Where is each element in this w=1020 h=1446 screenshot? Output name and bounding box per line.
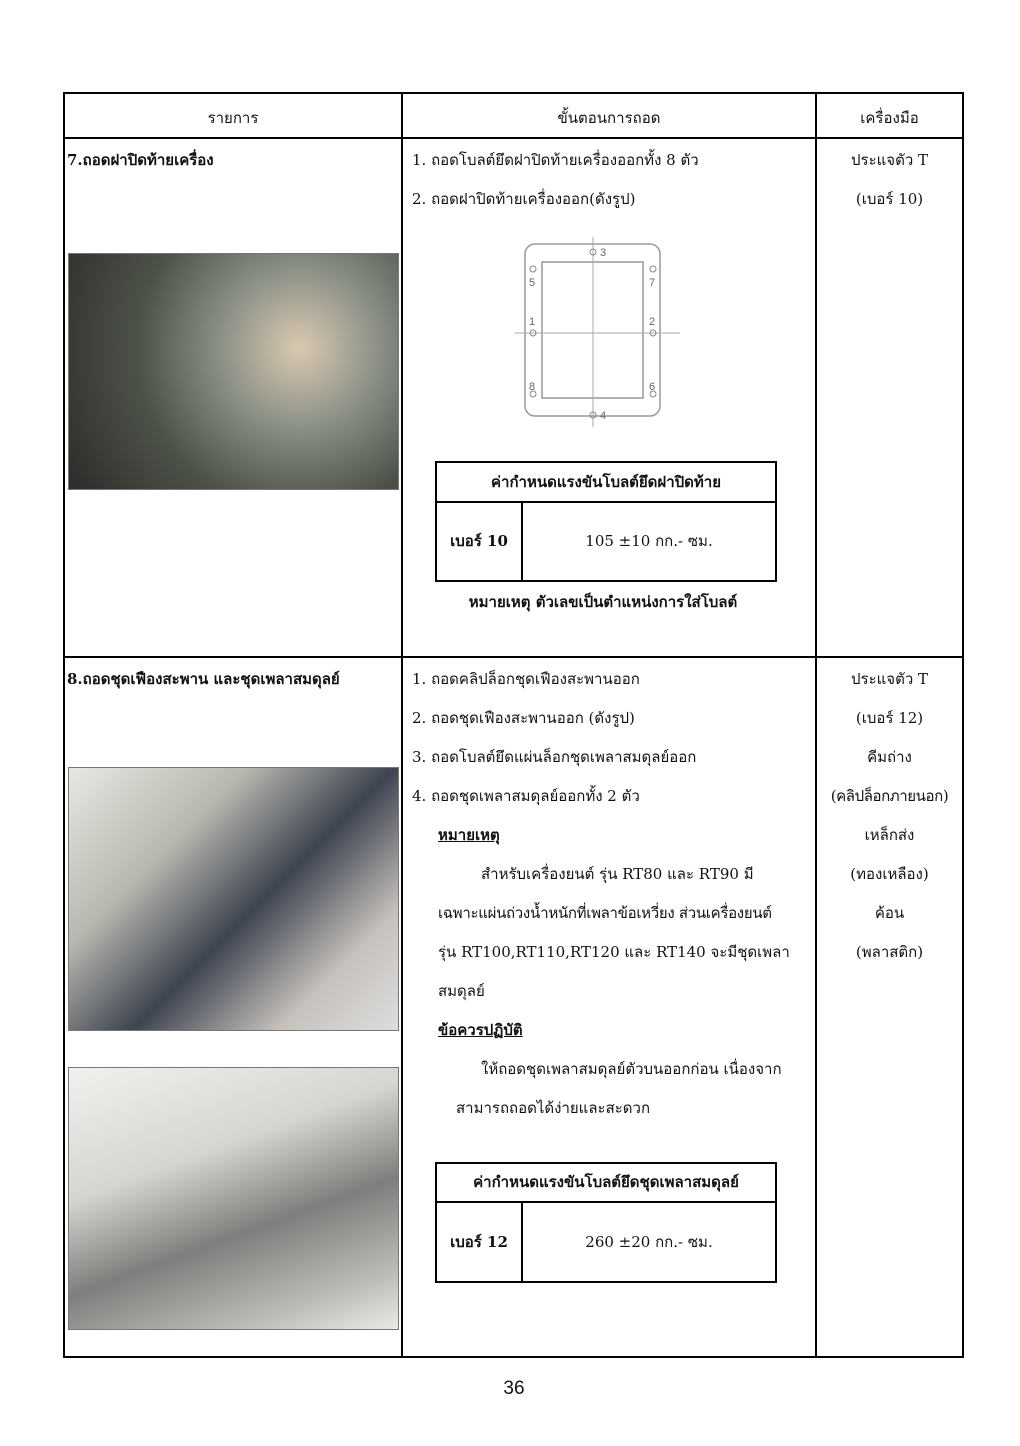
torque-wrench-size: เบอร์ 10 (437, 503, 523, 580)
tool-item: คีมถ่าง (867, 748, 912, 766)
tool-item: ประแจตัว T (850, 151, 929, 169)
row8-title: 8.ถอดชุดเฟืองสะพาน และชุดเพลาสมดุลย์ (67, 670, 340, 688)
header-tools: เครื่องมือ (860, 109, 919, 127)
row8-step: 2. ถอดชุดเฟืองสะพานออก (ดังรูป) (412, 709, 635, 727)
header-items: รายการ (207, 109, 259, 127)
row8-step: 3. ถอดโบลต์ยึดแผ่นล็อกชุดเพลาสมดุลย์ออก (412, 748, 697, 766)
caution-line: ให้ถอดชุดเพลาสมดุลย์ตัวบนออกก่อน เนื่องจาก (481, 1060, 782, 1078)
note-line: สำหรับเครื่องยนต์ รุ่น RT80 และ RT90 มี (481, 865, 754, 883)
torque-table-1 (435, 461, 777, 582)
row7-step: 1. ถอดโบลต์ยึดฝาปิดท้ายเครื่องออกทั้ง 8 ตัว (412, 151, 699, 169)
tool-item: (คลิปล็อกภายนอก) (830, 787, 949, 805)
diagram-label: 4 (600, 410, 607, 422)
table-border-bottom (63, 1356, 964, 1358)
tool-item: ประแจตัว T (850, 670, 929, 688)
balancer-shaft-removal-photo (68, 1067, 399, 1330)
caution-heading: ข้อควรปฏิบัติ (438, 1021, 523, 1039)
tool-item: (ทองเหลือง) (850, 865, 929, 883)
row7-title: 7.ถอดฝาปิดท้ายเครื่อง (67, 151, 214, 169)
tool-item: (เบอร์ 12) (855, 709, 924, 727)
row8-step: 4. ถอดชุดเพลาสมดุลย์ออกทั้ง 2 ตัว (412, 787, 640, 805)
torque-table-title: ค่ากำหนดแรงขันโบลต์ยึดชุดเพลาสมดุลย์ (437, 1164, 775, 1203)
table-border-top (63, 92, 964, 94)
note-line: เฉพาะแผ่นถ่วงน้ำหนักที่เพลาข้อเหวี่ยง ส่วนเครื่องยนต์ (438, 904, 772, 922)
page-number: 36 (503, 1378, 525, 1399)
torque-value: 105 ±10 กก.- ซม. (585, 532, 713, 550)
torque-value: 260 ±20 กก.- ซม. (585, 1233, 713, 1251)
column-divider (401, 92, 403, 1358)
diagram-label: 5 (529, 277, 536, 289)
torque-wrench-size: เบอร์ 12 (437, 1203, 523, 1281)
diagram-label: 1 (529, 316, 536, 328)
torque-table-title: ค่ากำหนดแรงขันโบลต์ยึดฝาปิดท้าย (437, 463, 775, 503)
rear-cover-removal-photo (68, 253, 399, 490)
caution-line: สามารถถอดได้ง่ายและสะดวก (456, 1099, 651, 1117)
header-steps: ขั้นตอนการถอด (557, 109, 661, 127)
tool-item: เหล็กส่ง (864, 826, 915, 844)
note-line: สมดุลย์ (438, 982, 485, 1000)
gear-removal-photo (68, 767, 399, 1031)
row-divider (63, 656, 964, 658)
diagram-label: 7 (649, 277, 656, 289)
row7-step: 2. ถอดฝาปิดท้ายเครื่องออก(ดังรูป) (412, 190, 636, 208)
diagram-label: 8 (529, 381, 536, 393)
row7-note: หมายเหตุ ตัวเลขเป็นตำแหน่งการใส่โบลต์ (468, 593, 738, 611)
note-heading: หมายเหตุ (438, 826, 500, 844)
tool-item: (เบอร์ 10) (855, 190, 924, 208)
header-divider (63, 137, 964, 139)
table-border-left (63, 92, 65, 1358)
bolt-position-diagram (510, 232, 690, 432)
note-line: รุ่น RT100,RT110,RT120 และ RT140 จะมีชุดเพลา (438, 943, 790, 961)
tool-item: ค้อน (874, 904, 905, 922)
diagram-label: 6 (649, 381, 656, 393)
row8-step: 1. ถอดคลิปล็อกชุดเฟืองสะพานออก (412, 670, 640, 688)
diagram-label: 2 (649, 316, 656, 328)
torque-table-2 (435, 1162, 777, 1283)
tool-item: (พลาสติก) (855, 943, 924, 961)
diagram-label: 3 (600, 247, 607, 259)
